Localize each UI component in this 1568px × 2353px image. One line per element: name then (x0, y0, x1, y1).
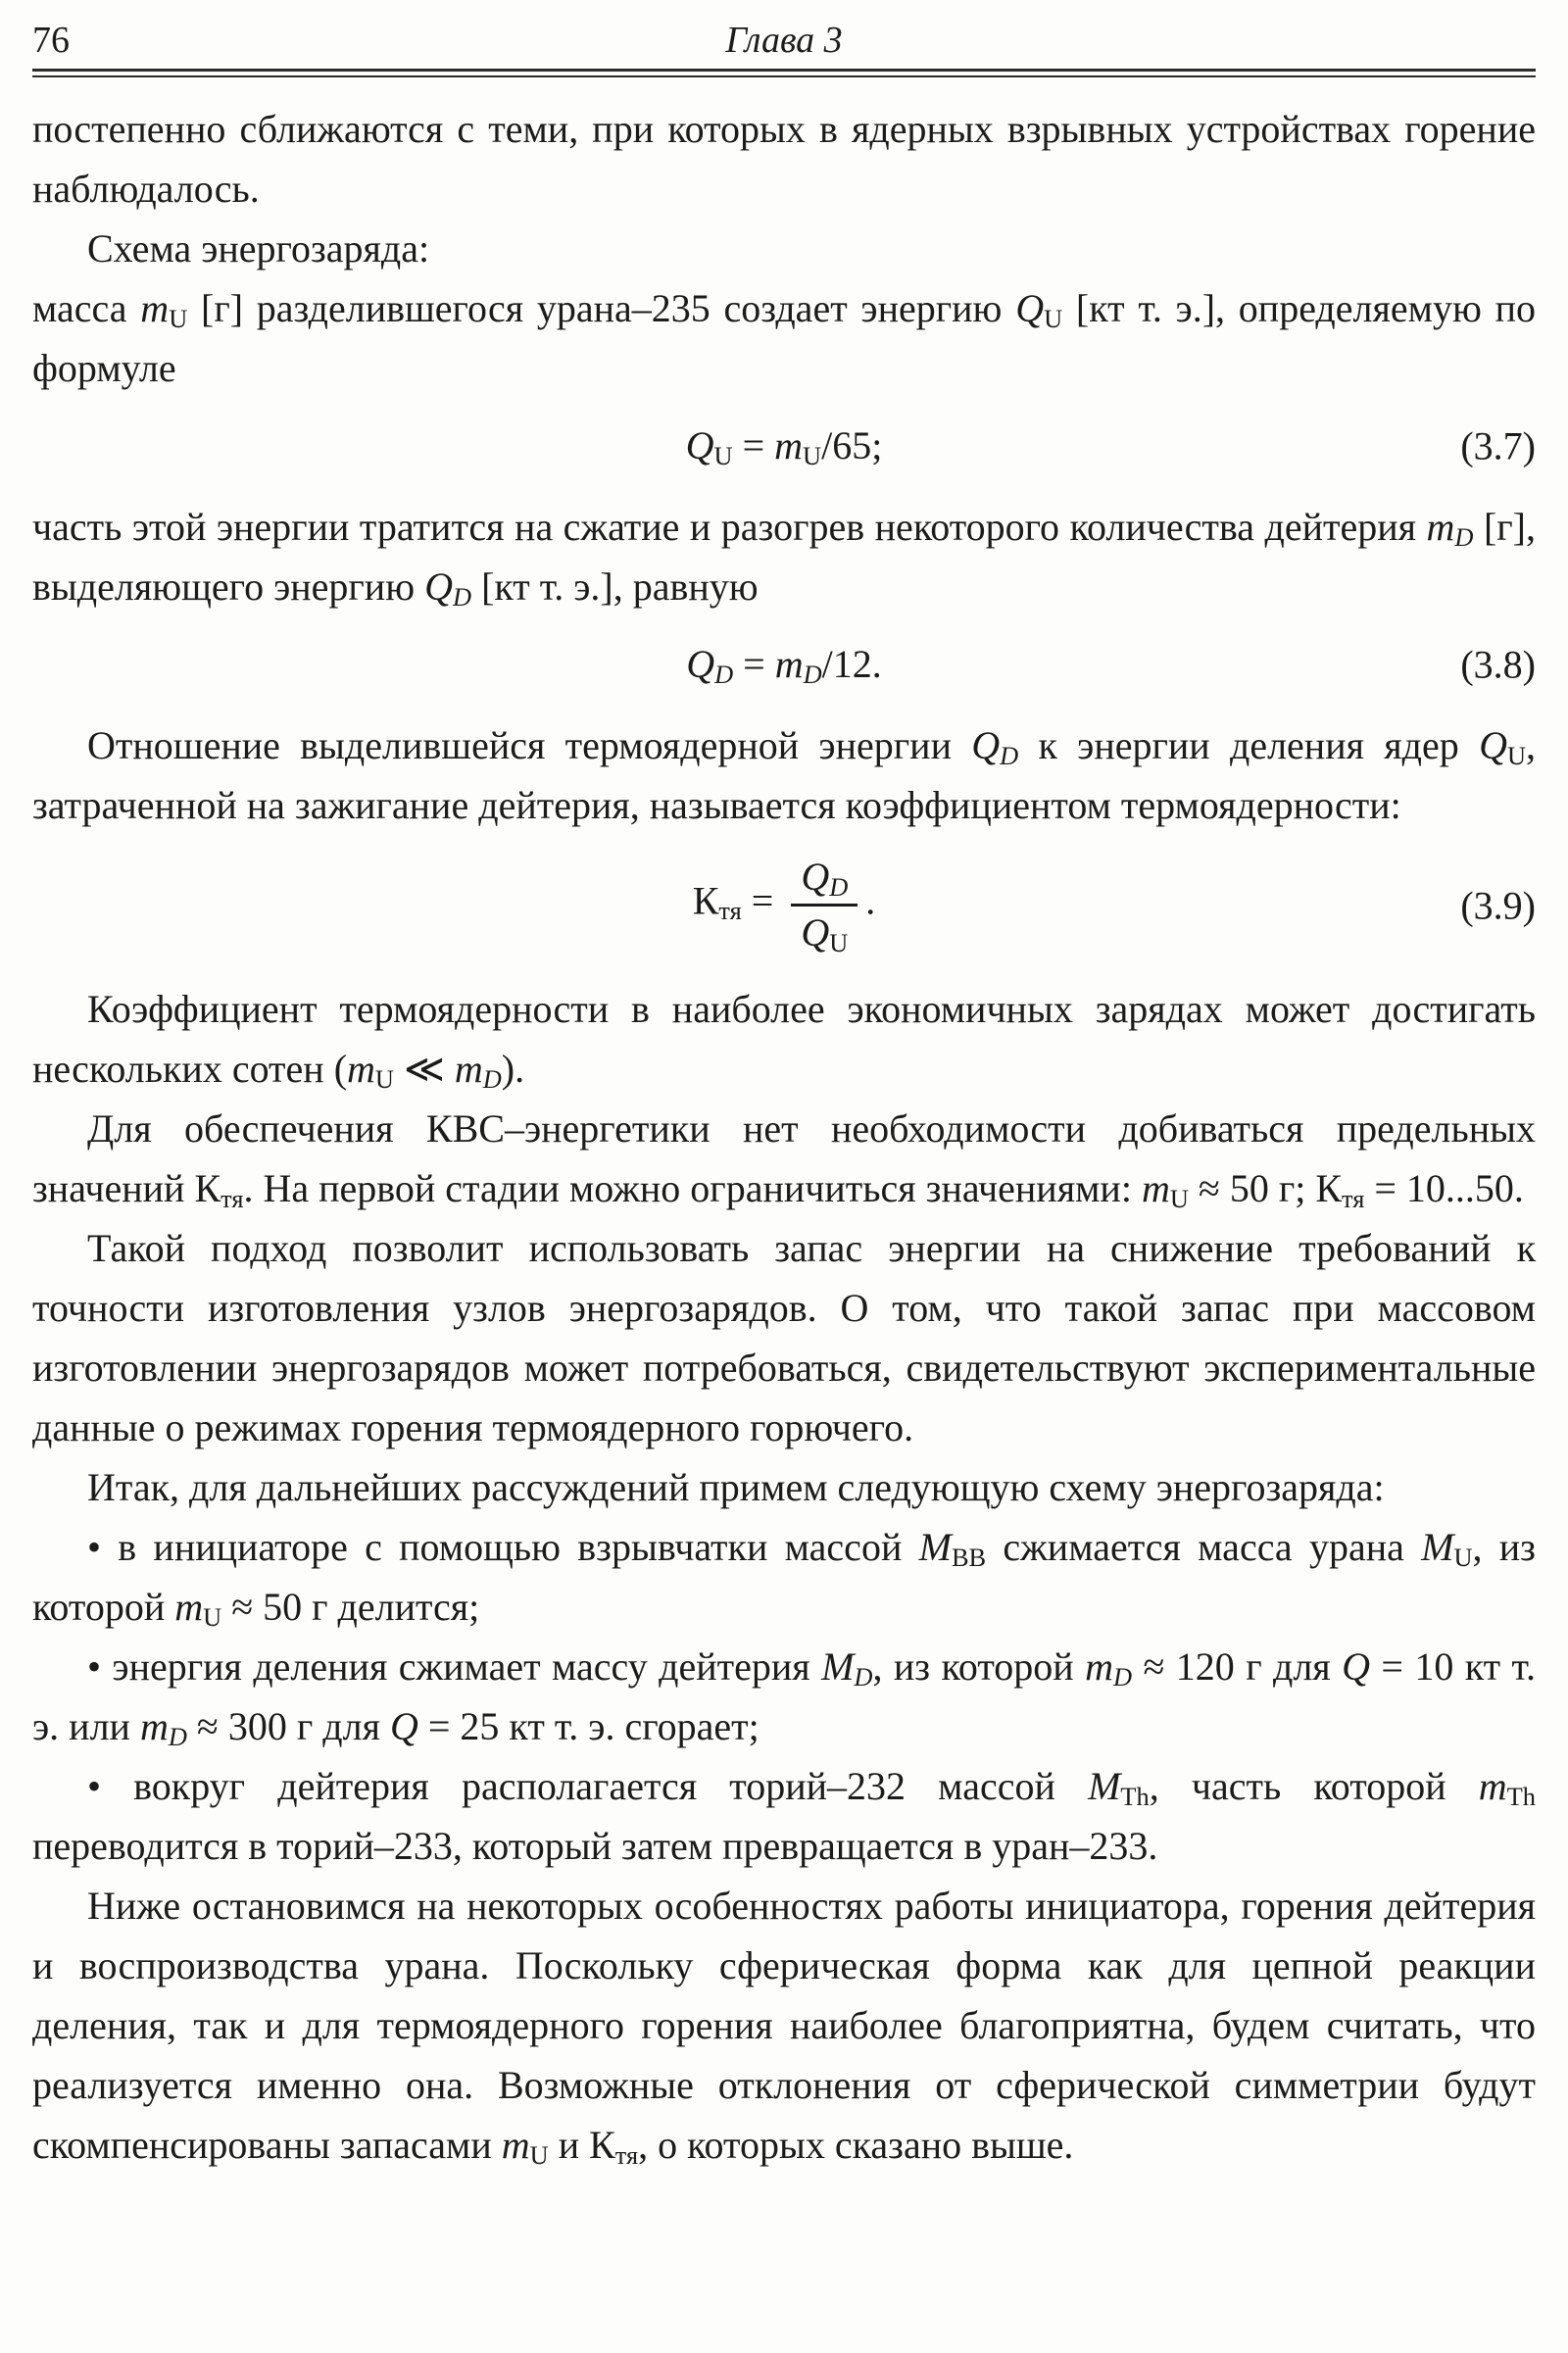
paragraph (32, 979, 1536, 1099)
text-run: m (1426, 505, 1455, 549)
text-run: m (501, 2123, 530, 2167)
equation-body (686, 634, 882, 694)
text-run: . (865, 878, 876, 923)
text-run: ≈ 50 г делится; (221, 1585, 480, 1629)
text-run: m (1478, 1764, 1507, 1808)
text-run: D (168, 1721, 187, 1751)
text-run: U (529, 2139, 549, 2170)
chapter-title: Глава 3 (725, 20, 843, 61)
text-run: U (829, 927, 849, 957)
text-run: Q (389, 1704, 418, 1748)
text-run: ≪ (393, 1047, 455, 1091)
text-run: [г], выделяющего энергию (32, 505, 1536, 609)
text-run: D (1113, 1661, 1133, 1691)
text-run: U (169, 303, 188, 333)
text-run: /12. (821, 642, 882, 686)
paragraph (32, 1876, 1536, 2175)
equation-number: (3.7) (1460, 423, 1536, 467)
header-rule (32, 69, 1536, 77)
bullet-item (32, 1637, 1536, 1756)
text-run: тя (718, 896, 742, 926)
text-run: , из которой (872, 1644, 1086, 1689)
text-run: M (918, 1525, 952, 1569)
text-run: , из которой (32, 1525, 1536, 1629)
text-run: тя (1342, 1183, 1365, 1213)
equation-body (686, 416, 883, 475)
text-run: тя (614, 2139, 639, 2170)
text-run: ). (501, 1047, 525, 1091)
text-run: ≈ 50 г; К (1188, 1166, 1343, 1210)
text-run: , затраченной на зажигание дейтерия, называется коэффициентом термоядерности: (32, 723, 1537, 827)
text-run: M (1421, 1525, 1454, 1569)
text-run: Коэффициент термоядерности в наиболее экономичных зарядах может достигать нескольких сотен ( (32, 987, 1536, 1091)
text-run: масса (32, 286, 141, 330)
text-run: Th (1120, 1781, 1150, 1811)
text-run: D (1454, 521, 1474, 552)
text-run: и К (548, 2123, 615, 2167)
paragraph (32, 1218, 1536, 1457)
text-run: = (732, 423, 775, 467)
text-run: m (1085, 1644, 1113, 1689)
text-run: Q (801, 855, 830, 899)
bullet-item (32, 1517, 1536, 1637)
paragraph (32, 715, 1536, 835)
fraction-denominator (791, 907, 858, 957)
text-run: Q (971, 723, 1001, 767)
text-run: • в инициаторе с помощью взрывчатки массой (87, 1525, 919, 1569)
text-run: Ниже остановимся на некоторых особенностях работы инициатора, горения дейтерия и воспроизводства урана. Поскольку сферическая форма как для цепной реакции деления, так и для термоядерного горения наиболее благоприятна, будем считать, что реализуется именно она. Возможные отклонения от сферической симметрии будут скомпенсированы запасами (32, 1884, 1536, 2167)
text-run: тя (220, 1183, 244, 1213)
text-run: Схема энергозаряда: (87, 226, 430, 270)
text-run: , о которых сказано выше. (638, 2123, 1074, 2167)
equation (32, 634, 1536, 694)
text-run: ВВ (951, 1542, 987, 1572)
text-run: m (774, 642, 804, 686)
equation (32, 853, 1536, 957)
equation-number: (3.8) (1460, 642, 1536, 686)
text-run: [кт т. э.], определяемую по формуле (32, 286, 1536, 390)
text-run: m (140, 286, 170, 330)
text-run: U (713, 440, 733, 470)
text-run: Q (801, 910, 830, 955)
text-run: m (139, 1704, 169, 1748)
text-run: U (1169, 1183, 1189, 1213)
text-run: . На первой стадии можно ограничиться значениями: (243, 1166, 1142, 1210)
text-run: Q (1479, 723, 1507, 767)
text-run: Q (1015, 286, 1045, 330)
paragraph (32, 99, 1536, 219)
text-run: • вокруг дейтерия располагается торий–232 массой (87, 1764, 1089, 1808)
paragraph (32, 219, 1536, 278)
text-run: m (1141, 1166, 1170, 1210)
text-run: = 10 кт т. э. или (32, 1644, 1536, 1748)
text-run: U (203, 1601, 222, 1632)
text-run: D (453, 581, 472, 612)
text-run: = (741, 878, 784, 923)
page-number: 76 (32, 20, 70, 61)
text-run: Такой подход позволит использовать запас энергии на снижение требований к точности изготовления узлов энергозарядов. О том, что такой запас при массовом изготовлении энергозарядов может потребоваться, свидетельствуют экспериментальные данные о режимах горения термоядерного горючего. (32, 1226, 1536, 1449)
text-run: m (174, 1585, 204, 1629)
paragraph (32, 278, 1536, 398)
text-run: U (1044, 303, 1063, 333)
text-run: Итак, для дальнейших рассуждений примем следующую схему энергозаряда: (87, 1465, 1385, 1509)
text-run: ≈ 300 г для (186, 1704, 390, 1748)
text-run: D (714, 659, 734, 689)
text-run: /65; (821, 423, 883, 467)
text-run: переводится в торий–233, который затем превращается в уран–233. (32, 1824, 1158, 1868)
text-run: U (374, 1063, 394, 1094)
text-run: = 25 кт т. э. сгорает; (417, 1704, 760, 1748)
text-run: Q (686, 642, 715, 686)
text-run: ≈ 120 г для (1132, 1644, 1343, 1689)
text-run: Для обеспечения КВС–энергетики нет необходимости добиваться предельных значений К (32, 1106, 1536, 1210)
equation-number: (3.9) (1460, 883, 1536, 927)
text-run: , часть которой (1149, 1764, 1479, 1808)
text-run: • энергия деления сжимает массу дейтерия (87, 1644, 822, 1689)
text-run: Q (1342, 1644, 1370, 1689)
bullet-item (32, 1756, 1536, 1876)
text-run: U (803, 440, 822, 470)
text-run: m (774, 423, 804, 467)
text-run: D (1000, 740, 1019, 770)
paragraph (32, 1099, 1536, 1218)
text-run: часть этой энергии тратится на сжатие и разогрев некоторого количества дейтерия (32, 505, 1427, 549)
fraction-numerator (791, 853, 858, 907)
text-run: M (1088, 1764, 1121, 1808)
text-run: = 10...50. (1364, 1166, 1524, 1210)
text-run: [кт т. э.], равную (471, 564, 759, 609)
text-run: m (347, 1047, 375, 1091)
equation (32, 416, 1536, 475)
equation-body (693, 853, 876, 957)
text-run: сжимается масса урана (986, 1525, 1422, 1569)
text-run: Отношение выделившейся термоядерной энергии (87, 723, 972, 767)
text-run: m (454, 1047, 483, 1091)
paragraph (32, 1457, 1536, 1517)
text-run: M (821, 1644, 855, 1689)
page-header (32, 18, 1536, 63)
text-run: D (829, 871, 849, 902)
page-body (32, 99, 1536, 2175)
text-run: Th (1506, 1781, 1536, 1811)
fraction (791, 853, 858, 957)
text-run: постепенно сближаются с теми, при которых в ядерных взрывных устройствах горение наблюдалось. (32, 107, 1536, 211)
text-run: = (733, 642, 775, 686)
text-run: [г] разделившегося урана–235 создает энергию (187, 286, 1016, 330)
text-run: К (692, 878, 719, 923)
text-run: U (1453, 1542, 1473, 1572)
paragraph (32, 497, 1536, 616)
text-run: U (1506, 740, 1527, 770)
text-run: D (854, 1661, 873, 1691)
text-run: D (803, 659, 822, 689)
text-run: к энергии деления ядер (1018, 723, 1480, 767)
text-run: Q (424, 564, 453, 609)
text-run: D (482, 1063, 502, 1094)
text-run: Q (685, 423, 714, 467)
